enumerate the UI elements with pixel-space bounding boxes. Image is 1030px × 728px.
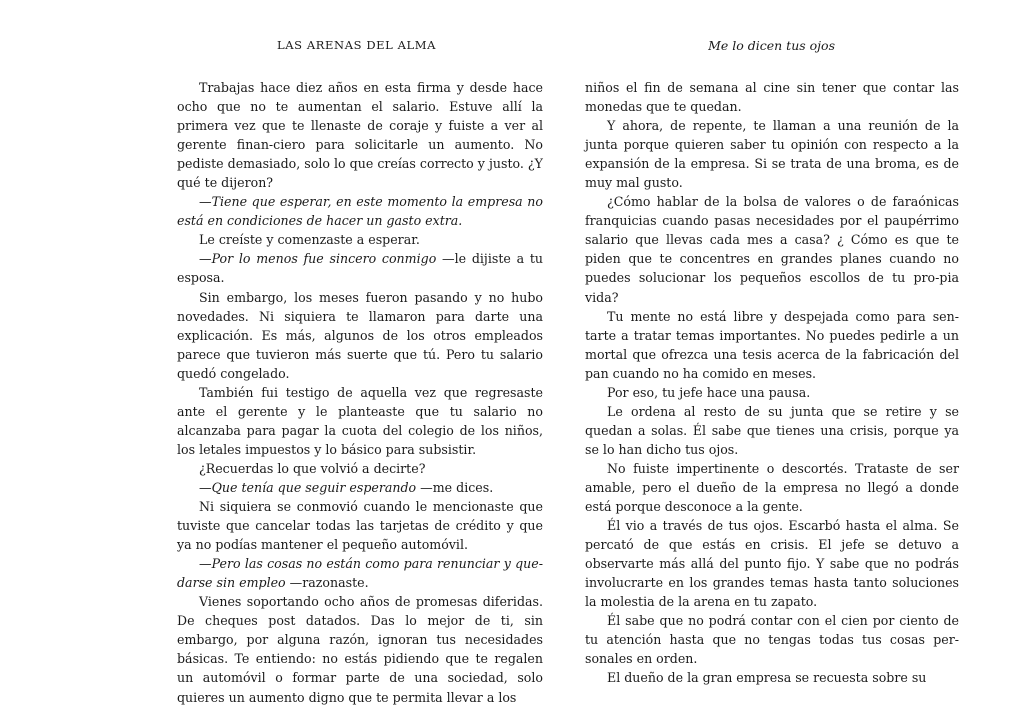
paragraph: Él sabe que no podrá contar con el cien por ciento de tu atención hasta que no tengas todas tus cosas per-sonales en orden.: [585, 613, 959, 667]
paragraph: Ni siquiera se conmovió cuando le mencionaste que tuviste que cancelar todas las tarjetas de crédito y que ya no podías mantener el pequeño automóvil.: [177, 499, 543, 553]
paragraph: No fuiste impertinente o descortés. Trataste de ser amable, pero el dueño de la empresa no llegó a donde está porque desconoce a la gente.: [585, 460, 959, 515]
italic-dialogue: —Por lo menos fue sincero conmigo: [199, 251, 437, 267]
right-page-body: [585, 78, 959, 688]
italic-dialogue: —Pero las cosas no están como para renunciar y que-darse sin empleo: [177, 556, 543, 591]
running-header-left: LAS ARENAS DEL ALMA: [277, 38, 437, 52]
paragraph: [177, 192, 543, 230]
paragraph: niños el fin de semana al cine sin tener que contar las monedas que te quedan.: [585, 80, 959, 115]
paragraph: Sin embargo, los meses fueron pasando y no hubo novedades. Ni siquiera te llamaron para darte una explicación. Es más, algunos de los otros empleados parece que tuvieron más suerte que tú. Pero tu salario quedó congelado.: [177, 289, 543, 381]
paragraph: ¿Recuerdas lo que volvió a decirte?: [199, 460, 426, 476]
paragraph: Le ordena al resto de su junta que se retire y se quedan a solas. Él sabe que tienes una crisis, porque ya se lo han dicho tus ojos.: [585, 403, 959, 457]
left-page: [177, 38, 543, 707]
running-header-right: Me lo dicen tus ojos: [708, 38, 835, 53]
right-page: [585, 38, 959, 688]
paragraph: Vienes soportando ocho años de promesas diferidas. De cheques post datados. Das lo mejor de ti, sin embargo, por alguna razón, ignoran tus necesidades básicas. Te entiendo: no estás pidiendo que te regalen un automóvil o formar parte de una sociedad, solo quieres un aumento digno que te permita llevar a los: [177, 594, 543, 705]
paragraph: [177, 554, 543, 592]
italic-dialogue: —Que tenía que seguir esperando: [199, 479, 417, 495]
paragraph: Trabajas hace diez años en esta firma y desde hace ocho que no te aumentan el salario. Estuve allí la primera vez que te llenaste de coraje y fuiste a ver al gerente finan-ciero para solicitarle un aumento. No pediste demasiado, solo lo que creías correcto y justo. ¿Y qué te dijeron?: [177, 80, 543, 191]
paragraph: Y ahora, de repente, te llaman a una reunión de la junta porque quieren saber tu opinión con respecto a la expansión de la empresa. Si se trata de una broma, es de muy mal gusto.: [585, 118, 959, 191]
dialogue-tag: —razonaste.: [285, 575, 369, 591]
paragraph: [177, 478, 543, 497]
left-page-body: [177, 78, 543, 707]
paragraph: Tu mente no está libre y despejada como para sen-tarte a tratar temas importantes. No puedes pedirle a un mortal que ofrezca una tesis acerca de la fabricación del pan cuando no ha comido en meses.: [585, 308, 959, 381]
dialogue-tag: —me dices.: [416, 479, 494, 495]
paragraph: Por eso, tu jefe hace una pausa.: [607, 384, 811, 400]
paragraph: [177, 249, 543, 287]
paragraph: Le creíste y comenzaste a esperar.: [199, 232, 420, 248]
italic-dialogue: —Tiene que esperar, en este momento la empresa no está en condiciones de hacer un gasto extra.: [177, 194, 543, 229]
paragraph: ¿Cómo hablar de la bolsa de valores o de faraónicas franquicias cuando pasas necesidades por el paupérrimo salario que llevas cada mes a casa? ¿ Cómo es que te piden que te concentres en grandes planes cuando no puedes solucionar los pequeños escollos de tu pro-pia vida?: [585, 194, 959, 305]
paragraph: También fui testigo de aquella vez que regresaste ante el gerente y le planteaste que tu salario no alcanzaba para pagar la cuota del colegio de los niños, los letales impuestos y lo básico para subsistir.: [177, 384, 543, 457]
dialogue-tag: —le dijiste a tu esposa.: [177, 251, 543, 286]
paragraph: Él vio a través de tus ojos. Escarbó hasta el alma. Se percató de que estás en crisis. El jefe se detuvo a observarte más allá del punto fijo. Y sabe que no podrás involucrarte en los grandes temas hasta tanto soluciones la molestia de la arena en tu zapato.: [585, 518, 959, 610]
paragraph: El dueño de la gran empresa se recuesta sobre su: [607, 670, 927, 686]
